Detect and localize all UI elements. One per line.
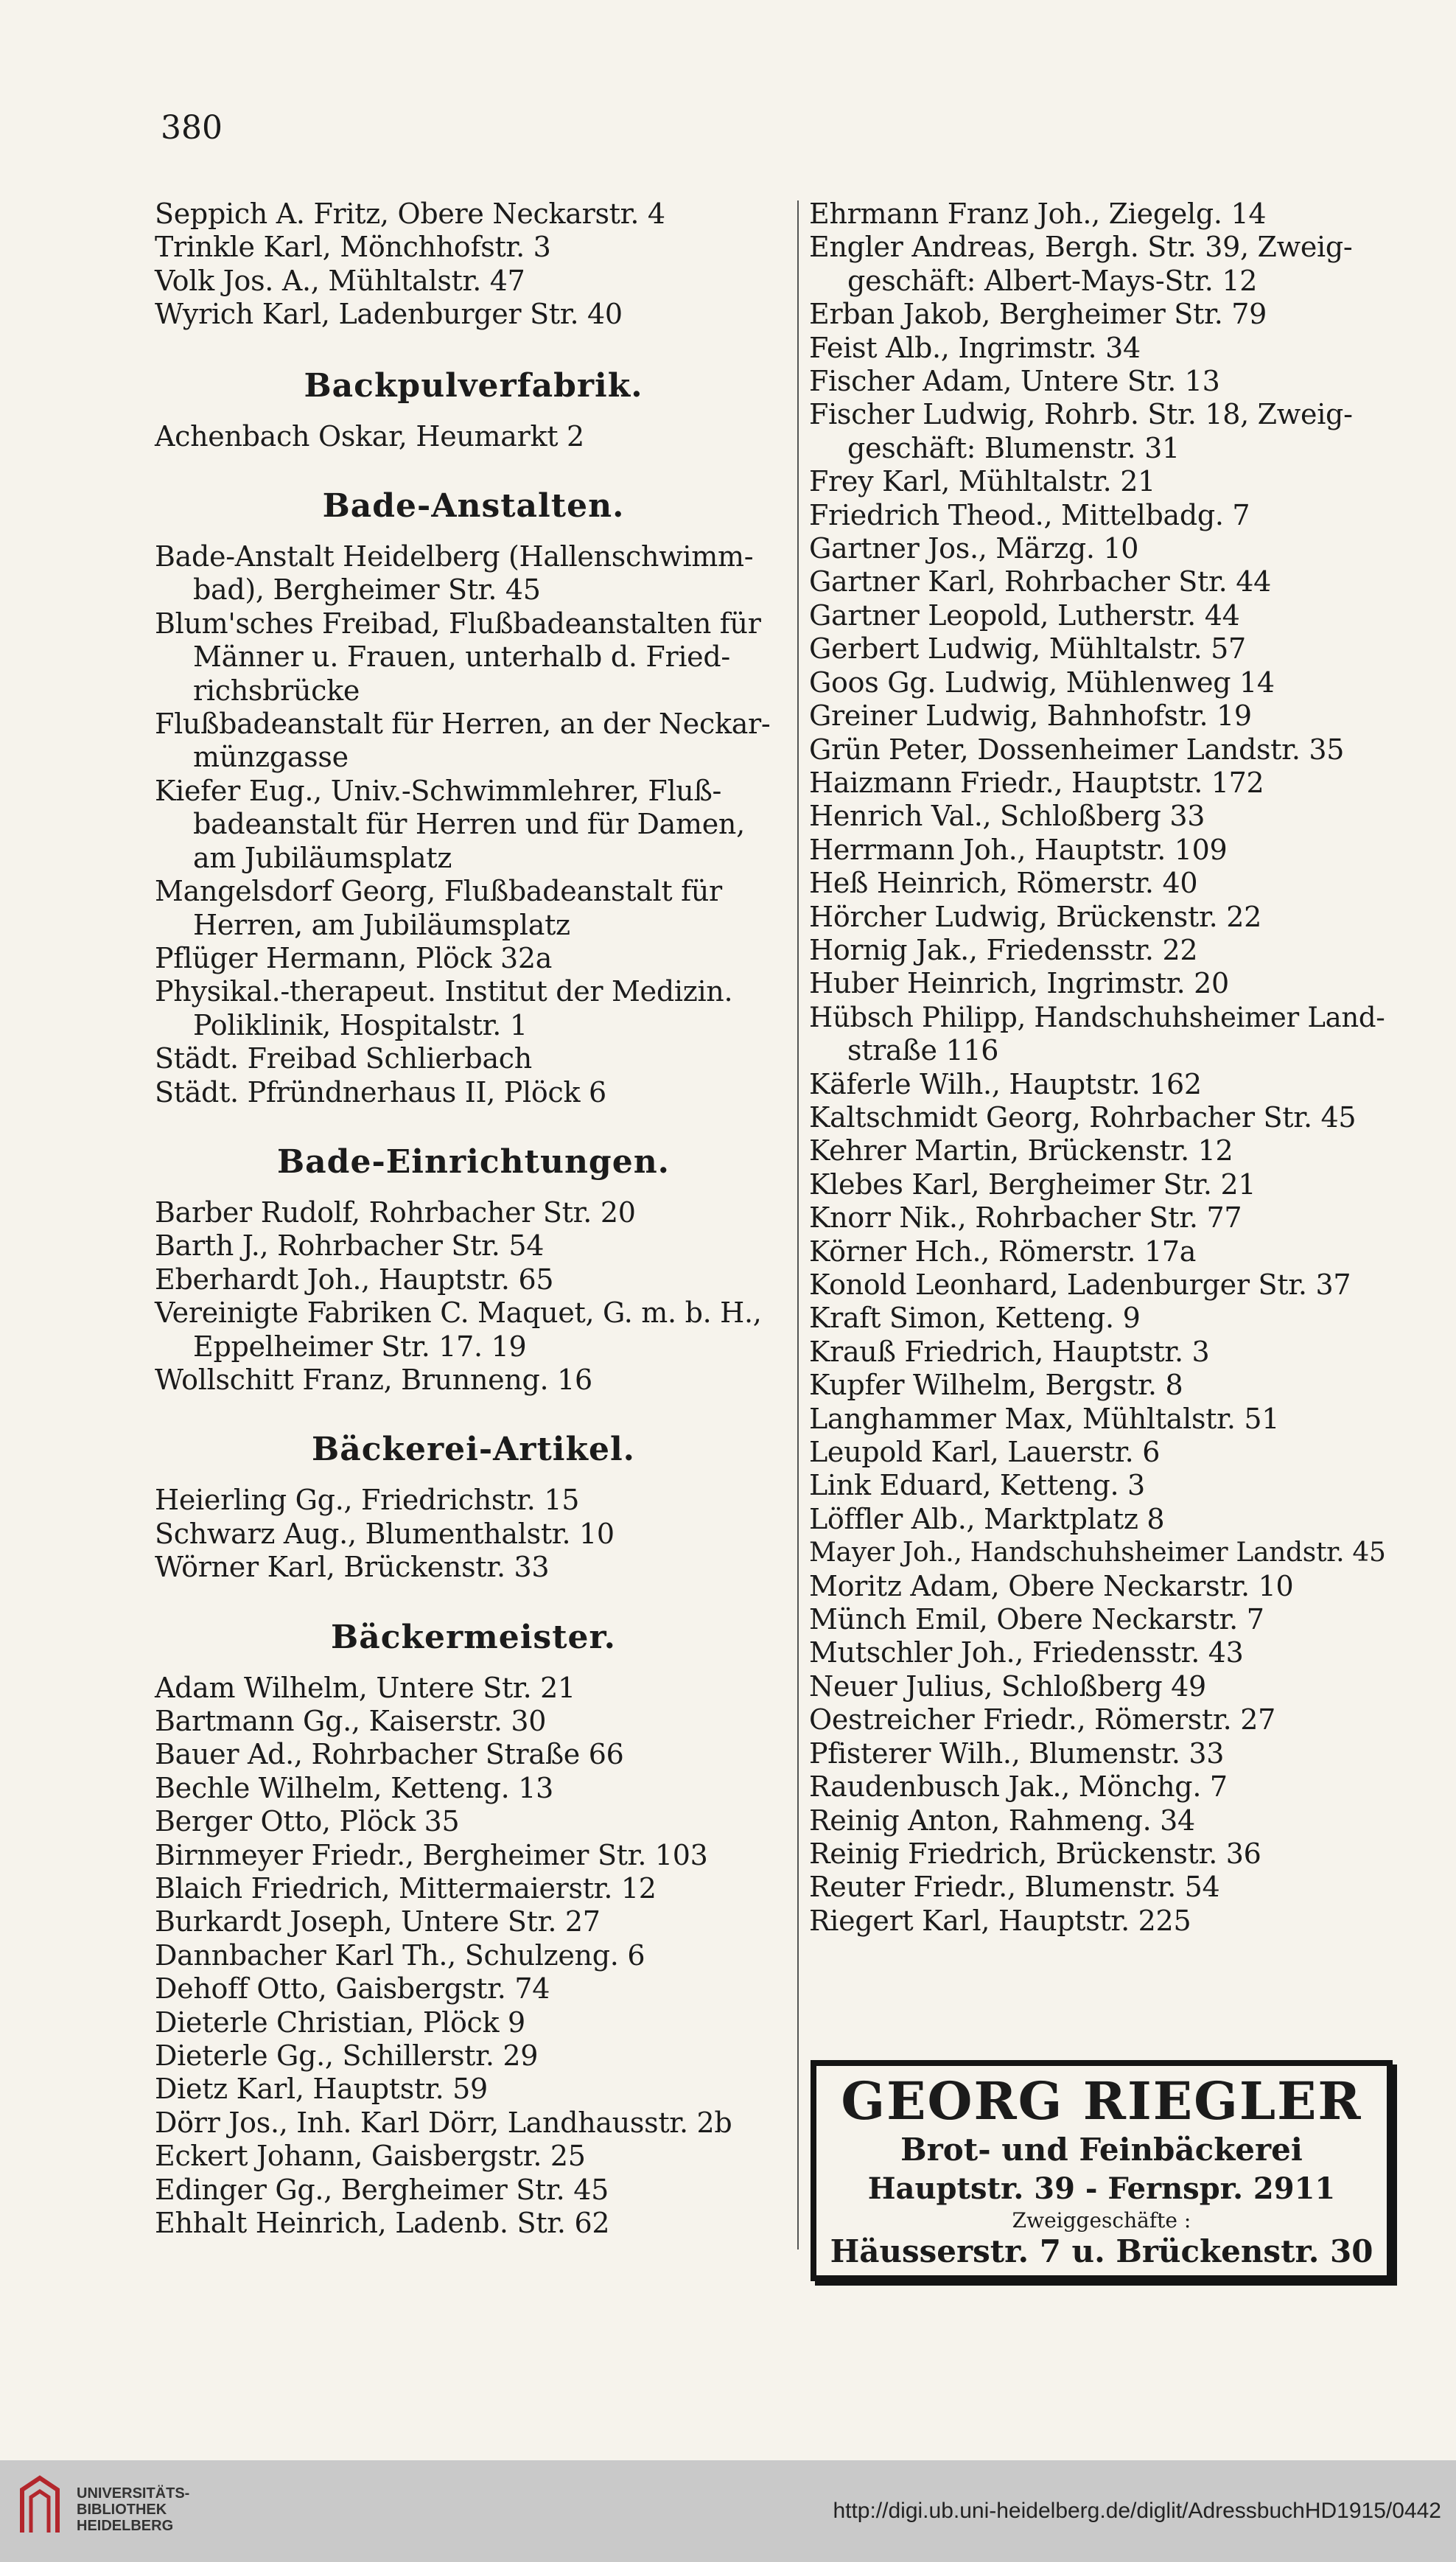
directory-entry: Reinig Friedrich, Brückenstr. 36	[809, 1837, 1261, 1870]
directory-entry: Edinger Gg., Bergheimer Str. 45	[155, 2173, 609, 2206]
directory-entry: Neuer Julius, Schloßberg 49	[809, 1669, 1206, 1703]
directory-entry: Bechle Wilhelm, Ketteng. 13	[155, 1771, 553, 1804]
directory-entry: Oestreicher Friedr., Römerstr. 27	[809, 1703, 1275, 1736]
directory-entry: Schwarz Aug., Blumenthalstr. 10	[155, 1517, 615, 1550]
directory-entry: Wollschitt Franz, Brunneng. 16	[155, 1363, 592, 1396]
directory-entry: Bauer Ad., Rohrbacher Straße 66	[155, 1738, 624, 1771]
directory-entry: Physikal.-therapeut. Institut der Medizin.	[155, 975, 733, 1008]
right-column	[809, 198, 1399, 1938]
directory-entry: Käferle Wilh., Hauptstr. 162	[809, 1067, 1202, 1100]
directory-entry: Münch Emil, Obere Neckarstr. 7	[809, 1603, 1264, 1636]
library-logo-text	[77, 2485, 189, 2534]
entry-continuation: richsbrücke	[193, 674, 360, 707]
entry-continuation: geschäft: Albert-Mays-Str. 12	[847, 264, 1258, 297]
logo-line-3: HEIDELBERG	[77, 2518, 174, 2534]
directory-entry: Heierling Gg., Friedrichstr. 15	[155, 1484, 580, 1517]
directory-entry: Vereinigte Fabriken C. Maquet, G. m. b. H.,	[155, 1296, 762, 1330]
directory-entry: Trinkle Karl, Mönchhofstr. 3	[155, 231, 551, 264]
entry-continuation: Poliklinik, Hospitalstr. 1	[193, 1008, 528, 1041]
directory-entry: Volk Jos. A., Mühltalstr. 47	[155, 264, 525, 297]
section-heading: Backpulverfabrik.	[304, 366, 643, 405]
ad-name: GEORG RIEGLER	[841, 2070, 1362, 2132]
directory-entry: Wyrich Karl, Ladenburger Str. 40	[155, 298, 623, 331]
directory-entry: Fischer Ludwig, Rohrb. Str. 18, Zweig-	[809, 398, 1353, 431]
source-url[interactable]: http://digi.ub.uni-heidelberg.de/diglit/AdressbuchHD1915/0442	[833, 2499, 1441, 2523]
directory-entry: Mutschler Joh., Friedensstr. 43	[809, 1636, 1244, 1669]
directory-entry: Pflüger Hermann, Plöck 32a	[155, 941, 553, 974]
logo-line-1: UNIVERSITÄTS-	[77, 2485, 190, 2502]
advertisement-box	[811, 2060, 1393, 2281]
directory-entry: Körner Hch., Römerstr. 17a	[809, 1235, 1197, 1268]
directory-entry: Gartner Leopold, Lutherstr. 44	[809, 598, 1240, 632]
directory-entry: Barber Rudolf, Rohrbacher Str. 20	[155, 1196, 636, 1229]
directory-entry: Flußbadeanstalt für Herren, an der Neckar-	[155, 708, 771, 741]
directory-entry: Kehrer Martin, Brückenstr. 12	[809, 1134, 1233, 1167]
directory-entry: Dieterle Christian, Plöck 9	[155, 2006, 525, 2039]
directory-entry: Kupfer Wilhelm, Bergstr. 8	[809, 1369, 1183, 1402]
directory-entry: Gartner Jos., Märzg. 10	[809, 532, 1139, 565]
directory-entry: Raudenbusch Jak., Mönchg. 7	[809, 1770, 1228, 1804]
directory-entry: Hornig Jak., Friedensstr. 22	[809, 933, 1198, 966]
directory-entry: Haizmann Friedr., Hauptstr. 172	[809, 766, 1264, 799]
directory-entry: Dörr Jos., Inh. Karl Dörr, Landhausstr. 2b	[155, 2106, 732, 2139]
entry-continuation: Männer u. Frauen, unterhalb d. Fried-	[193, 640, 730, 674]
directory-entry: Grün Peter, Dossenheimer Landstr. 35	[809, 733, 1345, 766]
directory-entry: Eberhardt Joh., Hauptstr. 65	[155, 1263, 554, 1296]
directory-entry: Achenbach Oskar, Heumarkt 2	[155, 419, 584, 453]
directory-entry: Engler Andreas, Bergh. Str. 39, Zweig-	[809, 231, 1353, 264]
directory-entry: Leupold Karl, Lauerstr. 6	[809, 1436, 1161, 1469]
directory-entry: Huber Heinrich, Ingrimstr. 20	[809, 967, 1229, 1000]
library-logo-icon	[16, 2475, 63, 2537]
directory-entry: Wörner Karl, Brückenstr. 33	[155, 1551, 550, 1584]
directory-entry: Löffler Alb., Marktplatz 8	[809, 1502, 1165, 1535]
ad-subtitle: Brot- und Feinbäckerei	[900, 2132, 1303, 2168]
directory-entry: Hörcher Ludwig, Brückenstr. 22	[809, 900, 1261, 933]
directory-entry: Burkardt Joseph, Untere Str. 27	[155, 1905, 601, 1938]
directory-entry: Riegert Karl, Hauptstr. 225	[809, 1904, 1191, 1937]
directory-entry: Feist Alb., Ingrimstr. 34	[809, 331, 1141, 364]
directory-entry: Reinig Anton, Rahmeng. 34	[809, 1804, 1195, 1837]
directory-entry: Kraft Simon, Ketteng. 9	[809, 1302, 1141, 1335]
directory-entry: Städt. Freibad Schlierbach	[155, 1042, 532, 1075]
directory-entry: Hübsch Philipp, Handschuhsheimer Land-	[809, 1001, 1385, 1033]
directory-entry: Konold Leonhard, Ladenburger Str. 37	[809, 1268, 1351, 1301]
entry-continuation: straße 116	[847, 1034, 999, 1067]
directory-entry: Fischer Adam, Untere Str. 13	[809, 365, 1220, 398]
directory-entry: Berger Otto, Plöck 35	[155, 1805, 460, 1838]
directory-entry: Dieterle Gg., Schillerstr. 29	[155, 2039, 539, 2073]
directory-entry: Heß Heinrich, Römerstr. 40	[809, 867, 1198, 900]
directory-entry: Mayer Joh., Handschuhsheimer Landstr. 45	[809, 1537, 1386, 1568]
directory-entry: Pfisterer Wilh., Blumenstr. 33	[809, 1736, 1225, 1770]
directory-entry: Kaltschmidt Georg, Rohrbacher Str. 45	[809, 1100, 1357, 1134]
page-number: 380	[161, 109, 223, 147]
directory-entry: Dannbacher Karl Th., Schulzeng. 6	[155, 1938, 645, 1972]
directory-entry: Bade-Anstalt Heidelberg (Hallenschwimm-	[155, 540, 754, 573]
directory-entry: Langhammer Max, Mühltalstr. 51	[809, 1402, 1280, 1435]
ad-branches-label: Zweiggeschäfte :	[1012, 2208, 1191, 2233]
directory-entry: Blum'sches Freibad, Flußbadeanstalten für	[155, 607, 761, 640]
entry-continuation: münzgasse	[193, 741, 349, 774]
entry-continuation: badeanstalt für Herren und für Damen,	[193, 808, 745, 841]
directory-entry: Herrmann Joh., Hauptstr. 109	[809, 833, 1228, 866]
section-heading: Bade-Anstalten.	[322, 487, 625, 526]
ad-address: Hauptstr. 39 - Fernspr. 2911	[867, 2171, 1336, 2206]
entry-continuation: Herren, am Jubiläumsplatz	[193, 908, 570, 941]
entry-continuation: Eppelheimer Str. 17. 19	[193, 1330, 527, 1363]
directory-entry: Dehoff Otto, Gaisbergstr. 74	[155, 1972, 550, 2006]
directory-entry: Mangelsdorf Georg, Flußbadeanstalt für	[155, 875, 722, 908]
directory-entry: Greiner Ludwig, Bahnhofstr. 19	[809, 699, 1252, 733]
directory-entry: Adam Wilhelm, Untere Str. 21	[155, 1671, 575, 1704]
directory-entry: Moritz Adam, Obere Neckarstr. 10	[809, 1569, 1294, 1602]
directory-entry: Seppich A. Fritz, Obere Neckarstr. 4	[155, 198, 665, 230]
footer-bar	[0, 2460, 1456, 2562]
logo-line-2: BIBLIOTHEK	[77, 2502, 167, 2518]
directory-entry: Frey Karl, Mühltalstr. 21	[809, 465, 1155, 498]
entry-continuation: am Jubiläumsplatz	[193, 841, 452, 874]
directory-entry: Goos Gg. Ludwig, Mühlenweg 14	[809, 666, 1275, 699]
directory-entry: Kiefer Eug., Univ.-Schwimmlehrer, Fluß-	[155, 774, 722, 807]
directory-entry: Klebes Karl, Bergheimer Str. 21	[809, 1167, 1256, 1201]
directory-entry: Dietz Karl, Hauptstr. 59	[155, 2073, 488, 2106]
directory-entry: Barth J., Rohrbacher Str. 54	[155, 1229, 545, 1263]
directory-entry: Ehhalt Heinrich, Ladenb. Str. 62	[155, 2207, 610, 2240]
entry-continuation: geschäft: Blumenstr. 31	[847, 431, 1180, 464]
directory-entry: Knorr Nik., Rohrbacher Str. 77	[809, 1201, 1242, 1235]
directory-entry: Bartmann Gg., Kaiserstr. 30	[155, 1705, 547, 1737]
directory-entry: Henrich Val., Schloßberg 33	[809, 800, 1205, 833]
directory-entry: Eckert Johann, Gaisbergstr. 25	[155, 2140, 586, 2173]
section-heading: Bäckermeister.	[331, 1618, 616, 1656]
entry-continuation: bad), Bergheimer Str. 45	[193, 573, 541, 607]
directory-entry: Blaich Friedrich, Mittermaierstr. 12	[155, 1872, 657, 1905]
section-heading: Bade-Einrichtungen.	[276, 1142, 670, 1181]
directory-entry: Link Eduard, Ketteng. 3	[809, 1469, 1145, 1502]
directory-entry: Gartner Karl, Rohrbacher Str. 44	[809, 565, 1271, 598]
section-heading: Bäckerei-Artikel.	[312, 1431, 635, 1469]
directory-entry: Friedrich Theod., Mittelbadg. 7	[809, 498, 1250, 531]
ad-branches: Häusserstr. 7 u. Brückenstr. 30	[830, 2233, 1373, 2269]
directory-entry: Erban Jakob, Bergheimer Str. 79	[809, 298, 1267, 331]
left-column	[155, 198, 792, 2241]
directory-entry: Reuter Friedr., Blumenstr. 54	[809, 1871, 1220, 1904]
column-divider	[797, 200, 799, 2249]
directory-entry: Ehrmann Franz Joh., Ziegelg. 14	[809, 198, 1267, 230]
directory-entry: Krauß Friedrich, Hauptstr. 3	[809, 1335, 1210, 1368]
directory-entry: Birnmeyer Friedr., Bergheimer Str. 103	[155, 1838, 708, 1871]
directory-entry: Gerbert Ludwig, Mühltalstr. 57	[809, 632, 1246, 666]
directory-entry: Städt. Pfründnerhaus II, Plöck 6	[155, 1075, 606, 1109]
